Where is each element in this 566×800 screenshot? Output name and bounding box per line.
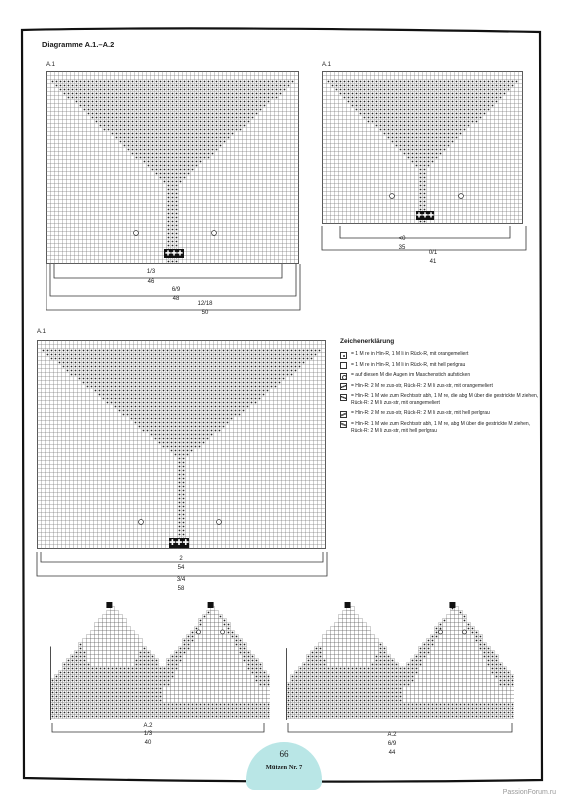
decrease-left-grey-icon bbox=[340, 421, 347, 428]
bracket-lines-a1-right bbox=[320, 224, 530, 264]
stitch-count: 48 bbox=[172, 296, 180, 302]
svg-text:✚✚✚: ✚✚✚ bbox=[415, 210, 435, 220]
chart-grid-a1-top bbox=[46, 71, 302, 267]
stitch-count: 41 bbox=[429, 259, 437, 265]
size-label: 0/1 bbox=[428, 250, 438, 256]
size-label: 2 bbox=[179, 556, 183, 562]
decrease-right-orange-icon bbox=[340, 383, 347, 390]
legend-heading: Zeichenerklärung bbox=[340, 338, 395, 345]
stitch-count: 54 bbox=[177, 565, 185, 571]
magazine-name: Mützen Nr. 7 bbox=[265, 764, 303, 771]
legend-item: = Hin-R: 2 M re zus-str, Rück-R: 2 M li zus-str, mit orangemeliert bbox=[340, 383, 540, 391]
svg-text:✚✚✚: ✚✚✚ bbox=[168, 538, 190, 548]
stitch-count: 40 bbox=[144, 740, 152, 746]
size-label: <0 bbox=[398, 236, 406, 242]
legend-item: = Hin-R: 1 M wie zum Rechtsstr abh, 1 M re, die abg M über die gestrickte M ziehen, Rück-R: 2 M li zus-str, mit orangemeliert bbox=[340, 393, 540, 407]
legend-item: = 1 M re in Hin-R, 1 M li in Rück-R, mit hell perlgrau bbox=[340, 362, 540, 370]
chart-label-a2-left: A.2 bbox=[143, 723, 153, 729]
size-label: 12/18 bbox=[197, 301, 213, 307]
chart-label-a1-right: A.1 bbox=[322, 62, 332, 68]
size-label: 1/3 bbox=[143, 731, 153, 737]
stitch-count: 44 bbox=[388, 750, 396, 756]
stitch-count: 58 bbox=[177, 586, 185, 592]
legend-item: = Hin-R: 1 M wie zum Rechtsstr abh, 1 M re, abg M über die gestrickte M ziehen, Rück-R: 2 M li zus-str, mit hell perlgrau bbox=[340, 421, 540, 435]
stitch-count: 50 bbox=[201, 310, 209, 316]
legend bbox=[340, 338, 540, 438]
page-number: 66 bbox=[279, 749, 289, 759]
chart-grid-a2-left bbox=[50, 602, 270, 724]
page-badge bbox=[246, 742, 322, 790]
decrease-right-grey-icon bbox=[340, 411, 347, 418]
size-label: 1/3 bbox=[146, 269, 156, 275]
size-label: 3/4 bbox=[176, 577, 186, 583]
ring-square-icon bbox=[340, 373, 347, 380]
watermark: PassionForum.ru bbox=[502, 789, 556, 796]
chart-label-a2-right: A.2 bbox=[387, 732, 397, 738]
svg-text:✚✚✚: ✚✚✚ bbox=[164, 248, 184, 258]
legend-item: = Hin-R: 2 M re zus-str, Rück-R: 2 M li zus-str, mit hell perlgrau bbox=[340, 410, 540, 418]
chart-grid-a2-right bbox=[286, 602, 514, 724]
chart-grid-a1-mid bbox=[37, 340, 327, 552]
dot-square-icon bbox=[340, 352, 347, 359]
size-label: 6/9 bbox=[387, 741, 397, 747]
chart-label-a1-mid: A.1 bbox=[37, 329, 47, 335]
size-label: 6/9 bbox=[171, 287, 181, 293]
chart-label-a1-top: A.1 bbox=[46, 62, 56, 68]
chart-grid-a1-right bbox=[322, 71, 526, 227]
stitch-count: 35 bbox=[398, 245, 406, 251]
legend-item: = 1 M re in Hin-R, 1 M li in Rück-R, mit orangemeliert bbox=[340, 351, 540, 359]
decrease-left-orange-icon bbox=[340, 394, 347, 401]
empty-square-icon bbox=[340, 362, 347, 369]
stitch-count: 46 bbox=[147, 279, 155, 285]
page-title: Diagramme A.1.–A.2 bbox=[42, 40, 115, 49]
legend-item: = auf diesen M die Augen im Maschenstich aufsticken bbox=[340, 372, 540, 380]
